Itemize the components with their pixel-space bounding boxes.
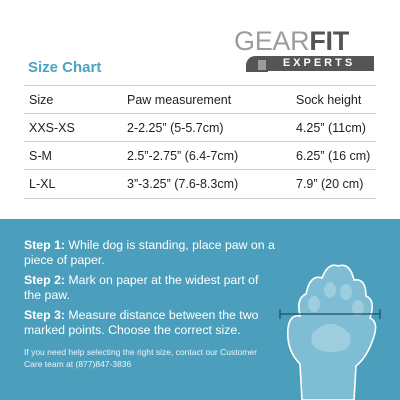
step-1	[24, 238, 276, 268]
logo-band-experts: EXPERTS	[264, 56, 374, 71]
logo-word-gear: GEAR	[234, 26, 310, 56]
row-size: XXS-XS	[29, 121, 75, 135]
row-paw-measurement: 3”-3.25” (7.6-8.3cm)	[127, 177, 239, 191]
row-paw-measurement: 2.5”-2.75” (6.4-7cm)	[127, 149, 239, 163]
header-sock-height: Sock height	[296, 93, 362, 107]
brand-logo	[234, 26, 374, 74]
measurement-steps	[24, 238, 276, 370]
row-paw-measurement: 2-2.25” (5-5.7cm)	[127, 121, 224, 135]
step-text: Mark on paper at the widest part of the paw.	[24, 273, 259, 302]
row-sock-height: 6.25” (16 cm)	[296, 149, 371, 163]
step-3	[24, 308, 276, 338]
table-divider	[24, 141, 376, 142]
row-sock-height: 4.25” (11cm)	[296, 121, 366, 135]
logo-word-fit: FIT	[309, 26, 349, 56]
step-label: Step 3:	[24, 308, 65, 322]
customer-care-note: If you need help selecting the right size, contact our Customer Care team at (877)847-3836	[24, 347, 257, 369]
page-title: Size Chart	[28, 59, 102, 76]
row-size: L-XL	[29, 177, 56, 191]
table-divider	[24, 113, 376, 114]
step-label: Step 2:	[24, 273, 65, 287]
header-paw-measurement: Paw measurement	[127, 93, 232, 107]
step-text: While dog is standing, place paw on a piece of paper.	[24, 238, 275, 267]
sock-icon	[244, 52, 276, 74]
table-divider	[24, 198, 376, 199]
paw-measurement-illustration	[270, 252, 390, 400]
row-size: S-M	[29, 149, 52, 163]
header-size: Size	[29, 93, 54, 107]
step-text: Measure distance between the two marked points. Choose the correct size.	[24, 308, 259, 337]
step-2	[24, 273, 276, 303]
table-divider	[24, 169, 376, 170]
step-label: Step 1:	[24, 238, 65, 252]
table-divider	[24, 85, 376, 86]
row-sock-height: 7.9” (20 cm)	[296, 177, 364, 191]
